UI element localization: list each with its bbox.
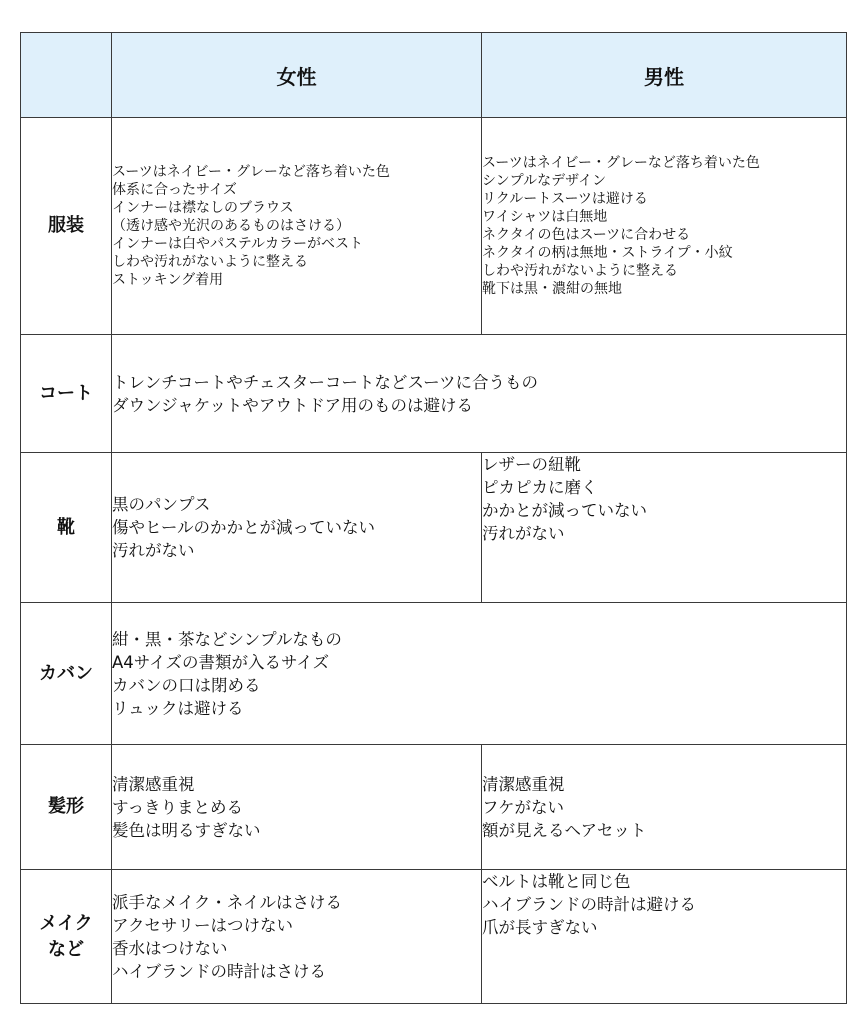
list-item: （透け感や光沢のあるものはさける） [112, 218, 350, 234]
table-row-clothes [21, 118, 847, 335]
list-item: 紺・黒・茶などシンプルなもの [112, 629, 342, 649]
list-item: トレンチコートやチェスターコートなどスーツに合うもの [112, 372, 538, 392]
header-women: 女性 [112, 33, 482, 118]
row-label-coat: コート [21, 335, 112, 453]
list-item: フケがない [482, 797, 565, 817]
makeup-women-cell [112, 870, 482, 1004]
list-item: リュックは避ける [112, 698, 244, 718]
list-item: かかとが減っていない [482, 501, 647, 520]
list-item: ベルトは靴と同じ色 [482, 872, 631, 891]
shoes-men-cell [482, 453, 847, 603]
table-row-hair [21, 745, 847, 870]
makeup-men-cell [482, 870, 847, 1004]
hair-men-cell [482, 745, 847, 870]
list-item: スーツはネイビー・グレーなど落ち着いた色 [482, 155, 760, 171]
list-item: 香水はつけない [112, 938, 228, 958]
list-item: レザーの紐靴 [482, 455, 581, 474]
hair-women-cell [112, 745, 482, 870]
dress-code-table [20, 32, 847, 1004]
table-row-shoes [21, 453, 847, 603]
list-item: ハイブランドの時計は避ける [482, 895, 697, 914]
list-item: 清潔感重視 [482, 774, 565, 794]
list-item: インナーは襟なしのブラウス [112, 200, 294, 216]
list-item: 額が見えるヘアセット [482, 820, 647, 840]
list-item: 傷やヒールのかかとが減っていない [112, 518, 376, 537]
list-item: ワイシャツは白無地 [482, 209, 608, 225]
list-item: すっきりまとめる [112, 797, 244, 817]
list-item: ストッキング着用 [112, 272, 224, 288]
list-item: A4サイズの書類が入るサイズ [112, 652, 330, 672]
table-row-makeup [21, 870, 847, 1004]
list-item: インナーは白やパステルカラーがベスト [112, 236, 364, 252]
list-item: 体系に合ったサイズ [112, 182, 237, 198]
shoes-women-cell [112, 453, 482, 603]
row-label-makeup-line1: メイク [39, 912, 93, 934]
list-item: 靴下は黒・濃紺の無地 [482, 281, 622, 297]
list-item: アクセサリーはつけない [112, 915, 294, 935]
row-label-hair: 髪形 [21, 745, 112, 870]
list-item: ネクタイの柄は無地・ストライプ・小紋 [482, 245, 733, 261]
list-item: ハイブランドの時計はさける [112, 961, 327, 981]
table-row-coat [21, 335, 847, 453]
list-item: カバンの口は閉める [112, 675, 261, 695]
list-item: シンプルなデザイン [482, 173, 607, 189]
list-item: しわや汚れがないように整える [482, 263, 678, 279]
table-row-bag [21, 603, 847, 745]
list-item: ネクタイの色はスーツに合わせる [482, 227, 691, 243]
header-corner-cell [21, 33, 112, 118]
list-item: スーツはネイビー・グレーなど落ち着いた色 [112, 164, 390, 180]
clothes-women-cell [112, 118, 482, 335]
list-item: 派手なメイク・ネイルはさける [112, 892, 343, 912]
coat-shared-cell [112, 335, 847, 453]
row-label-clothes: 服装 [21, 118, 112, 335]
list-item: 髪色は明るすぎない [112, 820, 261, 840]
clothes-men-cell [482, 118, 847, 335]
list-item: ピカピカに磨く [482, 478, 598, 497]
list-item: 黒のパンプス [112, 495, 211, 514]
list-item: 清潔感重視 [112, 774, 195, 794]
header-men: 男性 [482, 33, 847, 118]
table-header-row [21, 33, 847, 118]
list-item: リクルートスーツは避ける [482, 191, 648, 207]
list-item: 爪が長すぎない [482, 918, 598, 937]
list-item: ダウンジャケットやアウトドア用のものは避ける [112, 395, 473, 415]
row-label-bag: カバン [21, 603, 112, 745]
list-item: 汚れがない [482, 524, 565, 543]
row-label-makeup-line2: など [48, 938, 84, 960]
row-label-shoes: 靴 [21, 453, 112, 603]
row-label-makeup [21, 870, 112, 1004]
list-item: 汚れがない [112, 541, 195, 560]
bag-shared-cell [112, 603, 847, 745]
list-item: しわや汚れがないように整える [112, 254, 308, 270]
